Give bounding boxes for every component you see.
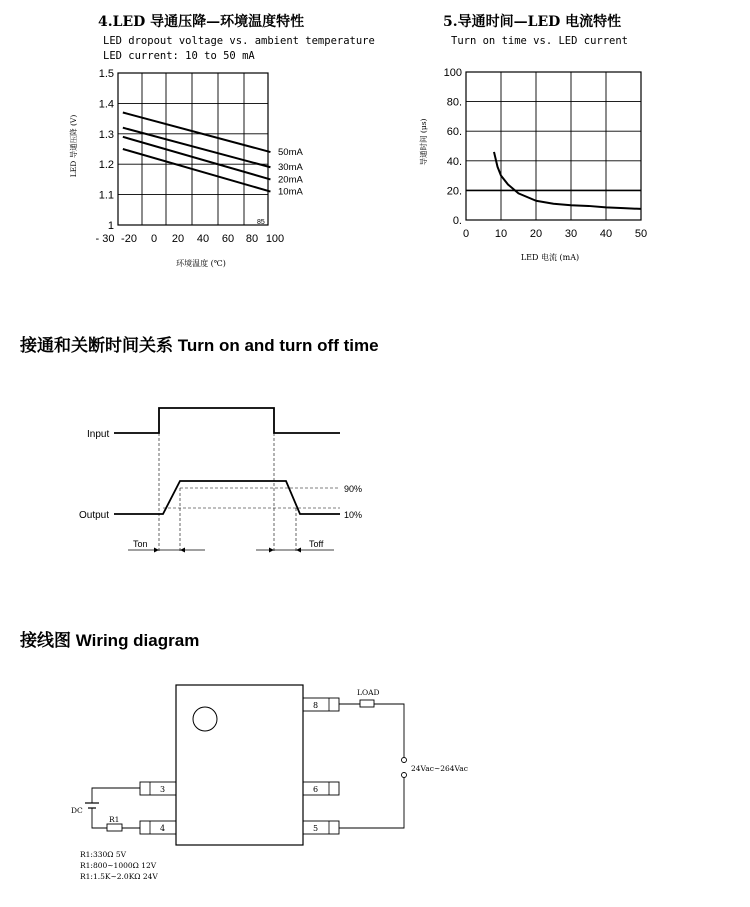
- ac-terminal-top: [402, 758, 407, 763]
- dc-label: DC: [71, 806, 83, 815]
- r1-label: R1: [109, 815, 120, 824]
- pin-8-terminal: [303, 698, 339, 711]
- chart1-y-tick-label: 1.2: [98, 159, 114, 172]
- chart1-x-tick-label: -20: [121, 233, 137, 245]
- chart2-y-tick-label: 80.: [446, 96, 462, 109]
- timing-title: 接通和关断时间关系 Turn on and turn off time: [20, 336, 379, 355]
- r1-note-5v: R1:330Ω 5V: [80, 850, 127, 859]
- chart1-x-tick-label: 100: [265, 233, 285, 245]
- timing-output-label: Output: [79, 510, 110, 521]
- dc-wire-top: [92, 788, 140, 803]
- pin-3-label: 3: [160, 785, 166, 794]
- pin-5-terminal: [303, 821, 339, 834]
- r1-note-12v: R1:800~1000Ω 12V: [80, 861, 157, 870]
- chart1-y-tick-labels: [99, 68, 114, 232]
- chart2-x-tick-labels: [463, 228, 647, 240]
- chart-turn-on-time: [418, 13, 647, 262]
- ton-label: Ton: [133, 539, 148, 549]
- chart2-y-tick-label: 20.: [446, 185, 462, 198]
- r1-note-24v: R1:1.5K~2.0KΩ 24V: [80, 872, 158, 881]
- chart1-xlabel: 环境温度 (℃): [176, 259, 226, 268]
- timing-input-label: Input: [87, 429, 110, 440]
- chart2-y-tick-labels: [444, 67, 462, 227]
- chart1-ylabel: LED 导通压降 (V): [69, 114, 78, 178]
- load-resistor: [360, 700, 374, 707]
- ac-return-wire: [339, 778, 404, 828]
- output-waveform: [114, 481, 340, 514]
- chart1-title: 4.LED 导通压降—环境温度特性: [98, 14, 305, 30]
- chart2-grid: [466, 72, 641, 220]
- ac-voltage-label: 24Vac~264Vac: [411, 764, 468, 773]
- chart2-x-tick-label: 50: [634, 228, 648, 240]
- chart1-y-tick-label: 1.3: [98, 128, 114, 141]
- chart2-y-tick-label: 100: [443, 67, 462, 79]
- dc-wire-bottom: [92, 808, 107, 828]
- ac-terminal-bottom: [402, 773, 407, 778]
- input-waveform: [114, 408, 340, 433]
- chart2-x-tick-label: 10: [494, 228, 508, 240]
- chart1-series: [123, 113, 271, 192]
- chart2-x-tick-label: 30: [564, 228, 578, 240]
- chart1-x-tick-label: 20: [171, 233, 185, 245]
- chart1-series-label: 50mA: [278, 147, 303, 159]
- pin-4-terminal: [140, 821, 176, 834]
- timing-diagram: [19, 335, 379, 553]
- chart2-title: 5.导通时间—LED 电流特性: [443, 14, 622, 30]
- pin-6-label: 6: [313, 785, 319, 794]
- relay-package: [176, 685, 303, 845]
- pin-3-terminal: [140, 782, 176, 795]
- chart2-plot-frame: [466, 72, 641, 220]
- chart1-subtitle2: LED current: 10 to 50 mA: [103, 50, 255, 62]
- chart1-x-tick-label: 40: [196, 233, 210, 245]
- chart2-y-tick-label: 60.: [446, 126, 462, 139]
- chart1-series-label: 30mA: [278, 162, 303, 174]
- chart1-y-tick-label: 1.4: [98, 98, 114, 111]
- chart2-xlabel: LED 电流 (mA): [520, 253, 580, 262]
- chart2-x-tick-label: 20: [529, 228, 543, 240]
- chart1-y-tick-label: 1.5: [98, 68, 114, 80]
- chart1-plot-frame: [118, 73, 268, 225]
- chart2-subtitle: Turn on time vs. LED current: [451, 35, 629, 47]
- chart1-x-tick-label: 80: [245, 233, 259, 245]
- pin-5-label: 5: [313, 824, 319, 833]
- pin-4-label: 4: [160, 824, 166, 833]
- wiring-diagram: [19, 630, 468, 881]
- level-90-label: 90%: [344, 484, 363, 494]
- pin-8-label: 8: [313, 701, 319, 710]
- wiring-title: 接线图 Wiring diagram: [20, 631, 200, 650]
- chart1-grid: [118, 73, 268, 225]
- chart1-series-label: 20mA: [278, 174, 303, 186]
- chart1-series-line-20mA: [123, 137, 271, 180]
- chart2-y-tick-label: 40.: [446, 155, 462, 168]
- chart1-subtitle: LED dropout voltage vs. ambient temperature: [103, 35, 375, 47]
- chart-led-dropout: [68, 13, 375, 268]
- chart1-x-tick-labels: [96, 233, 285, 245]
- toff-label: Toff: [309, 539, 324, 549]
- chart1-series-line-10mA: [123, 149, 271, 192]
- level-10-label: 10%: [344, 510, 363, 520]
- chart1-series-line-50mA: [123, 113, 271, 153]
- chart2-ylabel: 导通时间 (μs): [419, 118, 428, 166]
- chart1-x-tick-label: - 30: [95, 233, 115, 245]
- chart2-x-tick-label: 40: [599, 228, 613, 240]
- pin1-marker: [193, 707, 217, 731]
- chart1-y-tick-label: 1.1: [98, 189, 114, 202]
- pin-6-terminal: [303, 782, 339, 795]
- chart1-series-labels: [278, 147, 303, 198]
- chart1-extra-tick: 85: [257, 219, 265, 226]
- chart1-y-tick-label: 1: [107, 220, 114, 232]
- r1-resistor: [107, 824, 122, 831]
- load-wire-right: [374, 704, 404, 757]
- chart1-series-label: 10mA: [278, 186, 303, 198]
- chart2-x-tick-label: 0: [462, 228, 470, 240]
- chart1-x-tick-label: 0: [150, 233, 158, 245]
- chart2-y-tick-label: 0.: [452, 215, 462, 227]
- chart1-x-tick-label: 60: [221, 233, 235, 245]
- load-label: LOAD: [357, 688, 380, 697]
